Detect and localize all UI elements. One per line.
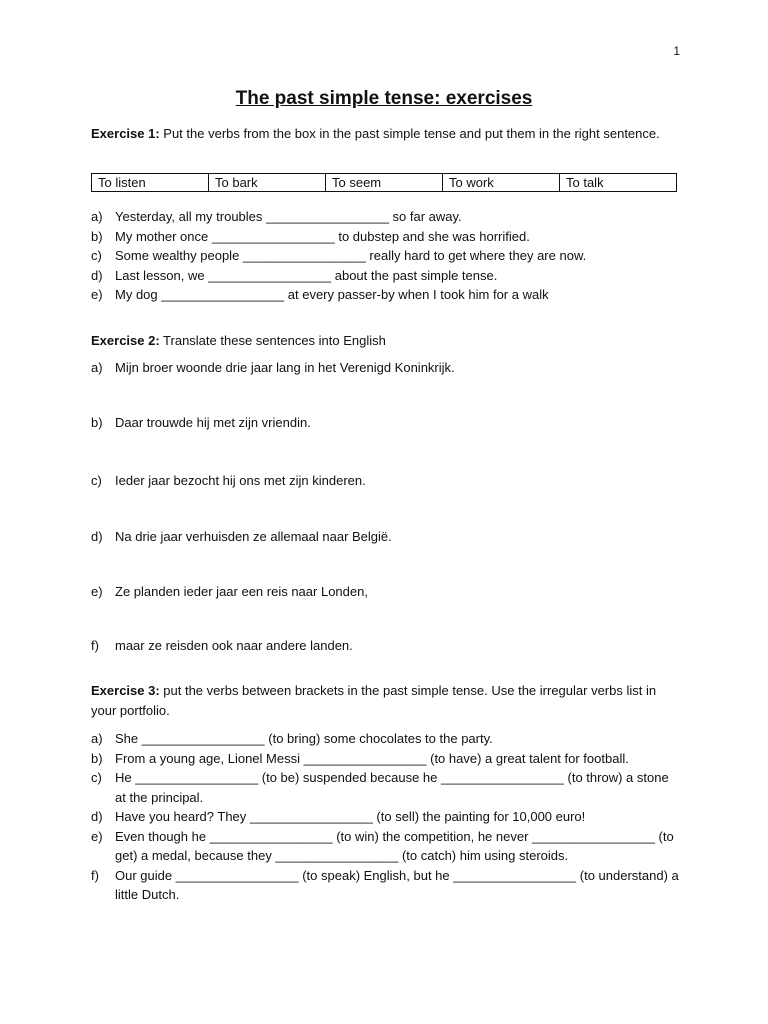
verb-box <box>91 173 677 192</box>
list-item <box>91 729 679 749</box>
item-label: c) <box>91 770 102 785</box>
item-text: Our guide _________________ (to speak) English, but he _________________ (to understand) a little Dutch. <box>115 867 679 902</box>
list-item <box>91 807 679 827</box>
list-item <box>91 749 679 769</box>
list-item <box>91 266 679 286</box>
verb-box-row <box>92 174 677 192</box>
item-label: a) <box>91 209 103 224</box>
item-label: b) <box>91 750 103 766</box>
item-text: Yesterday, all my troubles _________________ so far away. <box>115 209 462 224</box>
item-text: From a young age, Lionel Messi _________________ (to have) a great talent for football. <box>115 750 629 766</box>
item-text: Have you heard? They _________________ (to sell) the painting for 10,000 euro! <box>115 809 586 824</box>
item-label: d) <box>91 809 103 824</box>
item-text: maar ze reisden ook naar andere landen. <box>115 638 353 653</box>
item-label: c) <box>91 248 102 263</box>
item-text: He _________________ (to be) suspended because he _________________ (to throw) a stone at the principal. <box>115 770 669 805</box>
list-item <box>91 866 679 905</box>
item-label: e) <box>91 828 103 844</box>
exercise2-intro <box>91 331 679 351</box>
list-item <box>91 207 679 227</box>
list-item <box>91 246 679 266</box>
item-text: Na drie jaar verhuisden ze allemaal naar België. <box>115 529 392 544</box>
item-text: Some wealthy people _________________ really hard to get where they are now. <box>115 248 587 263</box>
list-item <box>91 527 679 546</box>
item-label: a) <box>91 360 103 375</box>
item-text: Even though he _________________ (to win) the competition, he never _________________ (to get) a medal, because they _________________ (to catch) him using steroids. <box>115 828 674 863</box>
list-item <box>91 827 679 866</box>
item-text: Daar trouwde hij met zijn vriendin. <box>115 415 311 430</box>
exercise2-instruction: Translate these sentences into English <box>159 333 386 348</box>
verb-cell: To listen <box>92 174 209 192</box>
list-item <box>91 227 679 247</box>
page-number: 1 <box>673 44 680 58</box>
item-label: f) <box>91 638 99 653</box>
list-item <box>91 471 679 490</box>
list-item <box>91 358 679 377</box>
exercise3-intro <box>91 681 679 721</box>
item-label: f) <box>91 867 99 883</box>
exercise1-heading: Exercise 1: <box>91 126 160 141</box>
page-title: The past simple tense: exercises <box>235 88 533 109</box>
verb-cell: To seem <box>326 174 443 192</box>
item-text: My dog _________________ at every passer-by when I took him for a walk <box>115 287 549 302</box>
item-label: d) <box>91 529 103 544</box>
exercise3-list <box>91 729 679 905</box>
list-item <box>91 582 679 601</box>
verb-cell: To work <box>443 174 560 192</box>
exercise1-list <box>91 207 679 305</box>
item-label: b) <box>91 228 103 244</box>
list-item <box>91 768 679 807</box>
item-label: a) <box>91 731 103 746</box>
list-item <box>91 413 679 432</box>
list-item <box>91 285 679 305</box>
verb-cell: To talk <box>560 174 677 192</box>
exercise1-intro <box>91 124 679 144</box>
item-label: e) <box>91 584 103 599</box>
item-label: c) <box>91 473 102 488</box>
exercise2-heading: Exercise 2: <box>91 333 160 348</box>
exercise3-heading: Exercise 3: <box>91 683 160 698</box>
exercise1-instruction: Put the verbs from the box in the past simple tense and put them in the right sentence. <box>159 126 660 141</box>
item-label: d) <box>91 267 103 283</box>
item-text: My mother once _________________ to dubstep and she was horrified. <box>115 228 530 244</box>
item-label: e) <box>91 287 103 302</box>
item-text: She _________________ (to bring) some chocolates to the party. <box>115 731 493 746</box>
exercise3-instruction: put the verbs between brackets in the past simple tense. Use the irregular verbs list in your portfolio. <box>91 683 657 718</box>
item-text: Ze planden ieder jaar een reis naar Londen, <box>115 584 368 599</box>
verb-cell: To bark <box>209 174 326 192</box>
item-label: b) <box>91 415 103 430</box>
list-item <box>91 636 679 655</box>
item-text: Mijn broer woonde drie jaar lang in het Verenigd Koninkrijk. <box>115 360 455 375</box>
item-text: Ieder jaar bezocht hij ons met zijn kinderen. <box>115 473 366 488</box>
item-text: Last lesson, we _________________ about the past simple tense. <box>115 267 498 283</box>
